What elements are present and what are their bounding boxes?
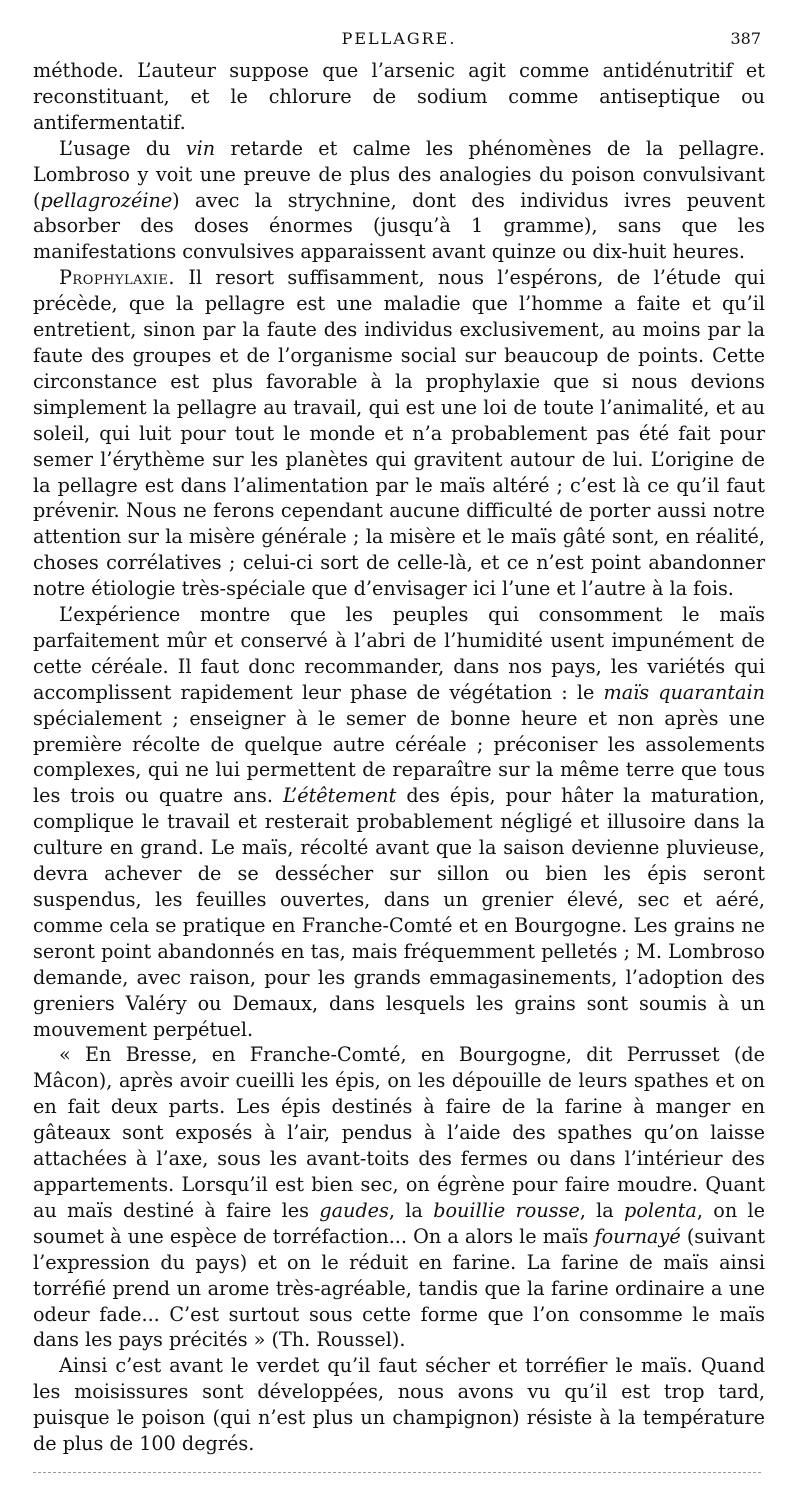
- paragraph-experience: [33, 602, 765, 1042]
- italic-phrase: fournayé: [594, 1224, 681, 1248]
- paragraph-prophylaxis: [33, 265, 765, 602]
- text-run: (suivant l’expression du pays) et on le réduit en farine. La farine de maïs ainsi torréfié prend un arome très-agréable, tandis que la farine ordinaire a une odeur fade... C’est surtout sous cette forme que l’on consomme le maïs dans les pays précités » (Th. Roussel).: [33, 1224, 765, 1352]
- paragraph-quotation-bresse: [33, 1042, 765, 1353]
- page-header: [33, 0, 765, 58]
- italic-phrase: bouillie rousse: [433, 1198, 580, 1222]
- text-run: spécialement ; enseigner à le semer de bonne heure et non après une première récolte de quelque autre céréale ; préconiser les assolements complexes, qui ne lui permettent de reparaître sur la même terre que tous les trois ou quatre ans.: [33, 706, 765, 808]
- section-heading-inline: Prophylaxie.: [59, 266, 176, 290]
- text-run: Ainsi c’est avant le verdet qu’il faut sécher et torréfier le maïs. Quand les moisissures sont développées, nous avons vu qu’il est trop tard, puisque le poison (qui n’est plus un champignon) résiste à la température de plus de 100 degrés.: [33, 1354, 765, 1456]
- paragraph-method-continuation: [33, 58, 765, 136]
- paragraph-conclusion: [33, 1353, 765, 1457]
- text-run: Il resort suffisamment, nous l’espérons, de l’étude qui précède, que la pellagre est une maladie que l’homme a faite et qu’il entretient, sinon par la faute des individus exclusivement, au moins par la faute des groupes et de l’organisme social sur beaucoup de points. Cette circonstance est plus favorable à la prophylaxie que si nous devions simplement la pellagre au travail, qui est une loi de toute l’animalité, et au soleil, qui luit pour tout le monde et n’a probablement pas été fait pour semer l’érythème sur les planètes qui gravitent autour de lui. L’origine de la pellagre est dans l’alimentation par le maïs altéré ; c’est là ce qu’il faut prévenir. Nous ne ferons cependant aucune difficulté de porter aussi notre attention sur la misère générale ; la misère et le maïs gâté sont, en réalité, choses corrélatives ; celui-ci sort de celle-là, et ce n’est point abandonner notre étiologie très-spéciale que d’envisager ici l’une et l’autre à la fois.: [33, 266, 765, 601]
- text-run: L’usage du: [59, 136, 186, 160]
- text-run: L’expérience montre que les peuples qui consomment le maïs parfaitement mûr et conservé à l’abri de l’humidité usent impunément de cette céréale. Il faut donc recommander, dans nos pays, les variétés qui accomplissent rapidement leur phase de végétation : le: [33, 603, 765, 704]
- text-run: des épis, pour hâter la maturation, complique le travail et resterait probablement négligé et illusoire dans la culture en grand. Le maïs, récolté avant que la saison devienne pluvieuse, devra achever de se dessécher sur sillon ou bien les épis seront suspendus, les feuilles ouvertes, dans un grenier élevé, sec et aéré, comme cela se pratique en Franche-Comté et en Bourgogne. Les grains ne seront point abandonnés en tas, mais fréquemment pelletés ; M. Lombroso demande, avec raison, pour les grands emmagasinements, l’adoption des greniers Valéry ou Demaux, dans lesquels les grains sont soumis à un mouvement perpétuel.: [33, 784, 765, 1041]
- footer-dashed-rule: [33, 1472, 761, 1473]
- italic-phrase: pellagrozéine: [40, 188, 173, 212]
- italic-phrase: L’étêtement: [282, 784, 397, 808]
- text-run: « En Bresse, en Franche-Comté, en Bourgogne, dit Perrusset (de Mâcon), après avoir cueilli les épis, on les dépouille de leurs spathes et on en fait deux parts. Les épis destinés à faire de la farine à manger en gâteaux sont exposés à l’air, pendus à l’aide des spathes qu’on laisse attachées à l’axe, sous les avant-toits des fermes ou dans l’intérieur des appartements. Lorsqu’il est bien sec, on égrène pour faire moudre. Quant au maïs destiné à faire les: [33, 1043, 765, 1222]
- text-run: , la: [579, 1198, 625, 1222]
- italic-phrase: polenta: [624, 1198, 697, 1222]
- page-number: 387: [730, 29, 761, 48]
- italic-phrase: vin: [185, 136, 216, 160]
- body-text: [33, 58, 765, 1457]
- text-run: méthode. L’auteur suppose que l’arsenic agit comme antidénutritif et reconstituant, et le chlorure de sodium comme antiseptique ou antifermentatif.: [33, 59, 765, 134]
- text-run: , on le soumet à une espèce de torréfaction... On a alors le maïs: [33, 1198, 765, 1248]
- text-run: retarde et calme les phénomènes de la pellagre. Lombroso y voit une preuve de plus des analogies du poison convulsivant (: [33, 136, 765, 212]
- book-page: [33, 0, 765, 1498]
- italic-phrase: maïs quarantain: [603, 680, 765, 704]
- paragraph-wine: [33, 136, 765, 266]
- text-run: ) avec la strychnine, dont des individus ivres peuvent absorber des doses énormes (jusqu’à 1 gramme), sans que les manifestations convulsives apparaissent avant quinze ou dix-huit heures.: [33, 188, 765, 264]
- running-title: PELLAGRE.: [341, 29, 457, 48]
- text-run: , la: [388, 1198, 434, 1222]
- italic-phrase: gaudes: [319, 1198, 389, 1222]
